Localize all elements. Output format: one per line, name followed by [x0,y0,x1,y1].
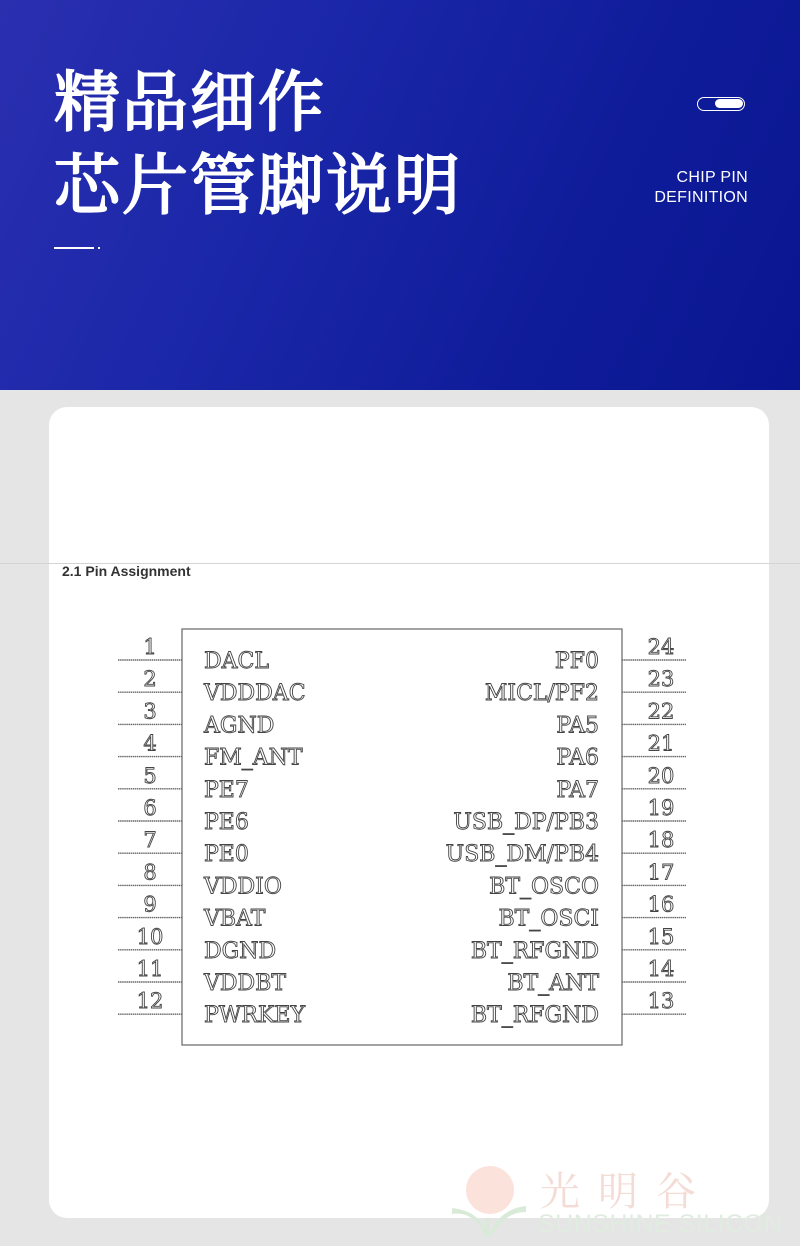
pin-number-right: 22 [647,699,675,724]
pin-name-right: BT_RFGND [470,938,599,964]
pin-number-left: 9 [143,892,157,917]
pin-diagram [0,600,800,1070]
pin-number-right: 13 [647,989,675,1014]
pin-name-right: PA5 [556,713,599,739]
pin-name-right: MICL/PF2 [484,681,599,707]
hero-title-line2: 芯片管脚说明 [54,147,462,224]
hero-subtitle-line2: DEFINITION [654,189,748,206]
pin-name-right: USB_DP/PB3 [453,810,599,835]
pin-number-right: 23 [647,667,675,692]
pin-name-right: USB_DM/PB4 [445,842,599,868]
pin-name-left: VBAT [204,906,266,932]
watermark-en: SUNSHINE SILICON [538,1210,783,1238]
pin-number-right: 18 [647,828,675,853]
pin-name-left: FM_ANT [204,745,303,771]
section-label: 2.1 Pin Assignment [62,563,191,579]
pin-number-left: 7 [143,828,157,853]
toggle-knob [715,99,743,108]
pin-number-right: 21 [647,731,675,756]
pin-name-right: PA6 [556,745,599,771]
pin-number-left: 8 [143,860,157,885]
pin-number-left: 10 [136,924,164,949]
pin-name-right: PF0 [554,649,599,674]
pin-name-right: BT_ANT [507,971,599,996]
pin-name-right: BT_RFGND [470,1003,599,1029]
pin-number-right: 15 [647,924,675,949]
watermark-cn: 光明谷 [540,1169,714,1215]
pin-number-left: 11 [136,957,164,981]
toggle-icon [697,97,745,111]
pin-name-left: VDDBT [204,971,287,996]
pin-name-left: PE7 [204,777,249,803]
hero-title-line1: 精品细作 [54,64,326,141]
pin-number-left: 4 [143,731,157,756]
pin-number-left: 3 [143,699,157,724]
pin-name-right: BT_OSCO [489,874,599,900]
pin-name-right: PA7 [556,777,599,803]
pin-name-left: AGND [204,713,275,739]
hero-banner [0,0,800,390]
hero-subtitle-line1: CHIP PIN [676,169,748,186]
pin-number-right: 17 [647,860,675,885]
pin-name-left: VDDDAC [204,681,306,707]
pin-number-right: 14 [647,957,675,981]
pin-number-left: 12 [136,989,164,1014]
hero-divider [54,247,94,249]
pin-number-left: 6 [143,796,157,820]
pin-number-right: 24 [647,635,675,659]
pin-name-left: PE6 [204,810,249,835]
pin-number-left: 1 [143,635,157,659]
pin-name-left: PWRKEY [204,1003,305,1029]
pin-name-left: DACL [204,649,269,674]
pin-number-left: 5 [143,763,157,788]
pin-number-left: 2 [143,667,157,692]
pin-number-right: 16 [647,892,675,917]
pin-number-right: 20 [647,763,675,788]
pin-number-right: 19 [647,796,675,820]
pin-name-left: DGND [204,938,277,964]
pin-name-left: VDDIO [204,874,282,900]
pin-name-left: PE0 [204,842,249,868]
hero-divider-dot [98,247,100,249]
pin-name-right: BT_OSCI [498,906,599,932]
watermark-logo-icon [442,1162,532,1242]
